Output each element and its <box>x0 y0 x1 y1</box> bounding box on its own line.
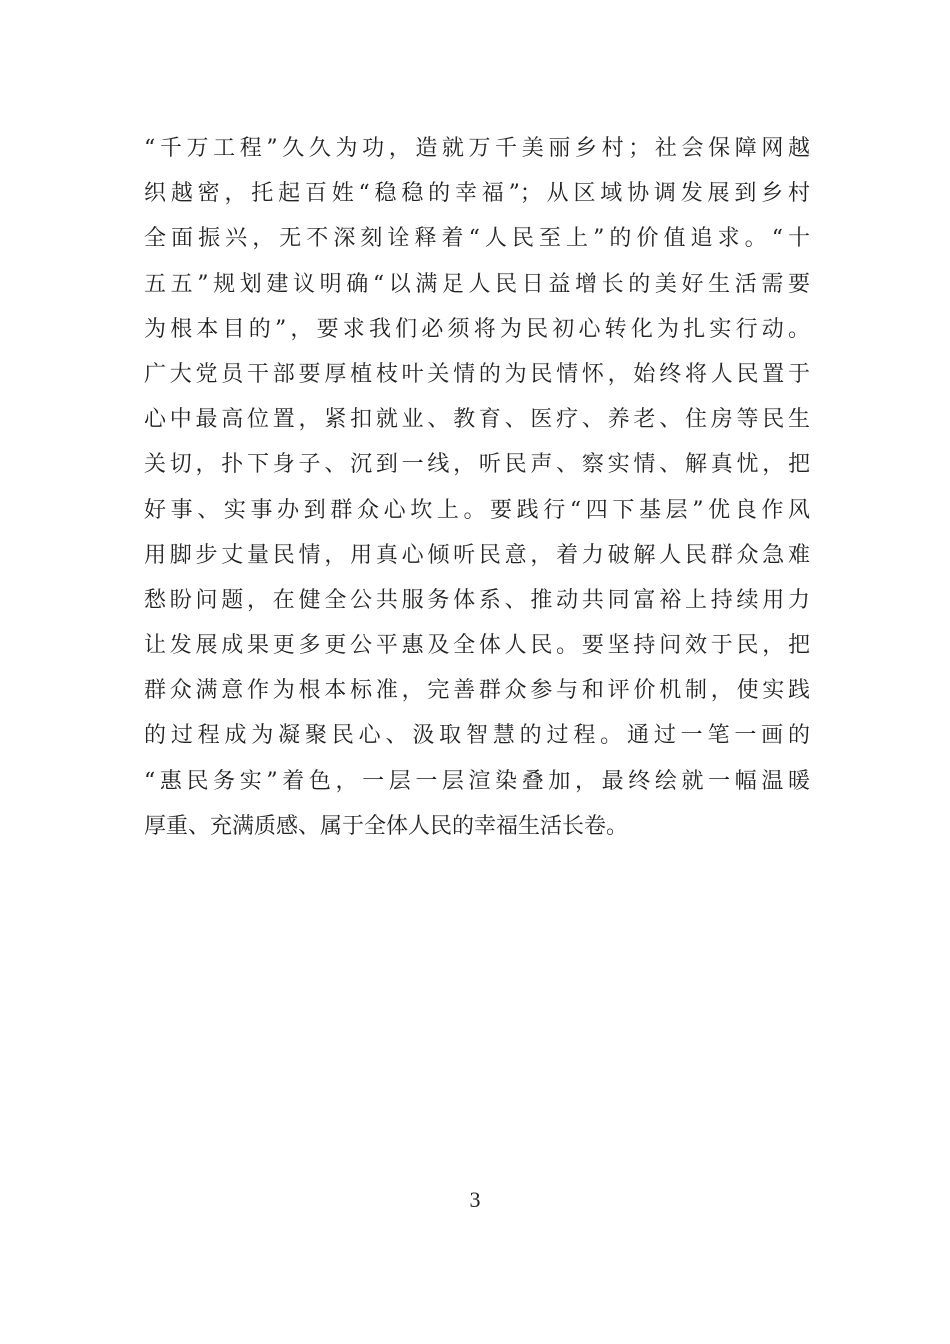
page-number: 3 <box>469 1187 481 1212</box>
text-line: “千万工程”久久为功，造就万千美丽乡村；社会保障网越 <box>144 136 810 161</box>
body-paragraph <box>144 126 810 849</box>
text-line: 让发展成果更多更公平惠及全体人民。要坚持问效于民，把 <box>144 633 810 659</box>
text-line: “惠民务实”着色，一层一层渲染叠加，最终绘就一幅温暖 <box>144 768 810 794</box>
text-line: 广大党员干部要厚植枝叶关情的为民情怀，始终将人民置于 <box>144 361 810 387</box>
text-line: 心中最高位置，紧扣就业、教育、医疗、养老、住房等民生 <box>144 407 810 433</box>
text-line: 的过程成为凝聚民心、汲取智慧的过程。通过一笔一画的 <box>144 723 810 749</box>
text-line: 好事、实事办到群众心坎上。要践行“四下基层”优良作风 <box>144 497 810 523</box>
text-line: 织越密，托起百姓“稳稳的幸福”；从区域协调发展到乡村 <box>144 181 810 207</box>
text-line: 五五”规划建议明确“以满足人民日益增长的美好生活需要 <box>144 271 810 297</box>
text-line: 关切，扑下身子、沉到一线，听民声、察实情、解真忧，把 <box>144 452 810 478</box>
text-line: 愁盼问题，在健全公共服务体系、推动共同富裕上持续用力 <box>144 587 810 613</box>
text-line: 群众满意作为根本标准，完善群众参与和评价机制，使实践 <box>144 678 810 704</box>
text-line: 厚重、充满质感、属于全体人民的幸福生活长卷。 <box>144 813 629 839</box>
text-line: 为根本目的”，要求我们必须将为民初心转化为扎实行动。 <box>144 316 810 342</box>
text-line: 全面振兴，无不深刻诠释着“人民至上”的价值追求。“十 <box>144 226 810 252</box>
text-line: 用脚步丈量民情，用真心倾听民意，着力破解人民群众急难 <box>144 542 810 568</box>
